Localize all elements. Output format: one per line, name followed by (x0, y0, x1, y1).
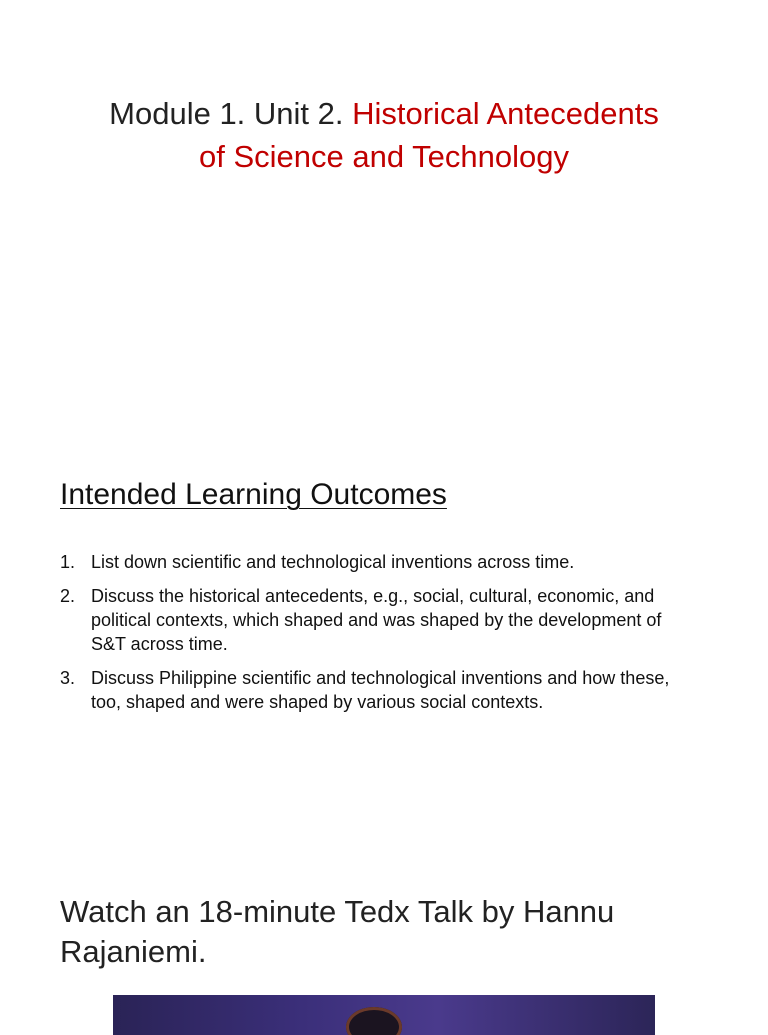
list-item (60, 666, 700, 714)
learning-outcomes-list (60, 550, 700, 724)
speaker-portrait (346, 1007, 402, 1035)
list-item-text: List down scientific and technological inventions across time. (91, 552, 575, 572)
title-prefix: Module 1. Unit 2. (109, 96, 353, 131)
list-item (60, 584, 700, 656)
video-thumbnail[interactable] (113, 995, 655, 1035)
list-item-text: Discuss Philippine scientific and technological inventions and how these, too, shaped and were shaped by various social contexts. (91, 668, 670, 712)
list-item-number: 3. (60, 668, 76, 688)
slide-learning-outcomes (0, 440, 768, 850)
list-item-number: 2. (60, 586, 76, 606)
list-item-text: Discuss the historical antecedents, e.g., social, cultural, economic, and political contexts, which shaped and was shaped by the development of S&T across time. (91, 586, 662, 654)
slide-video (0, 850, 768, 1024)
list-item-number: 1. (60, 552, 76, 572)
slide-title (0, 0, 768, 440)
slide-title-heading (100, 92, 668, 178)
video-instruction: Watch an 18-minute Tedx Talk by Hannu Rajaniemi. (60, 894, 615, 969)
list-item (60, 550, 700, 574)
learning-outcomes-heading: Intended Learning Outcomes (60, 478, 447, 511)
title-accent: Historical Antecedents of Science and Technology (199, 96, 659, 174)
